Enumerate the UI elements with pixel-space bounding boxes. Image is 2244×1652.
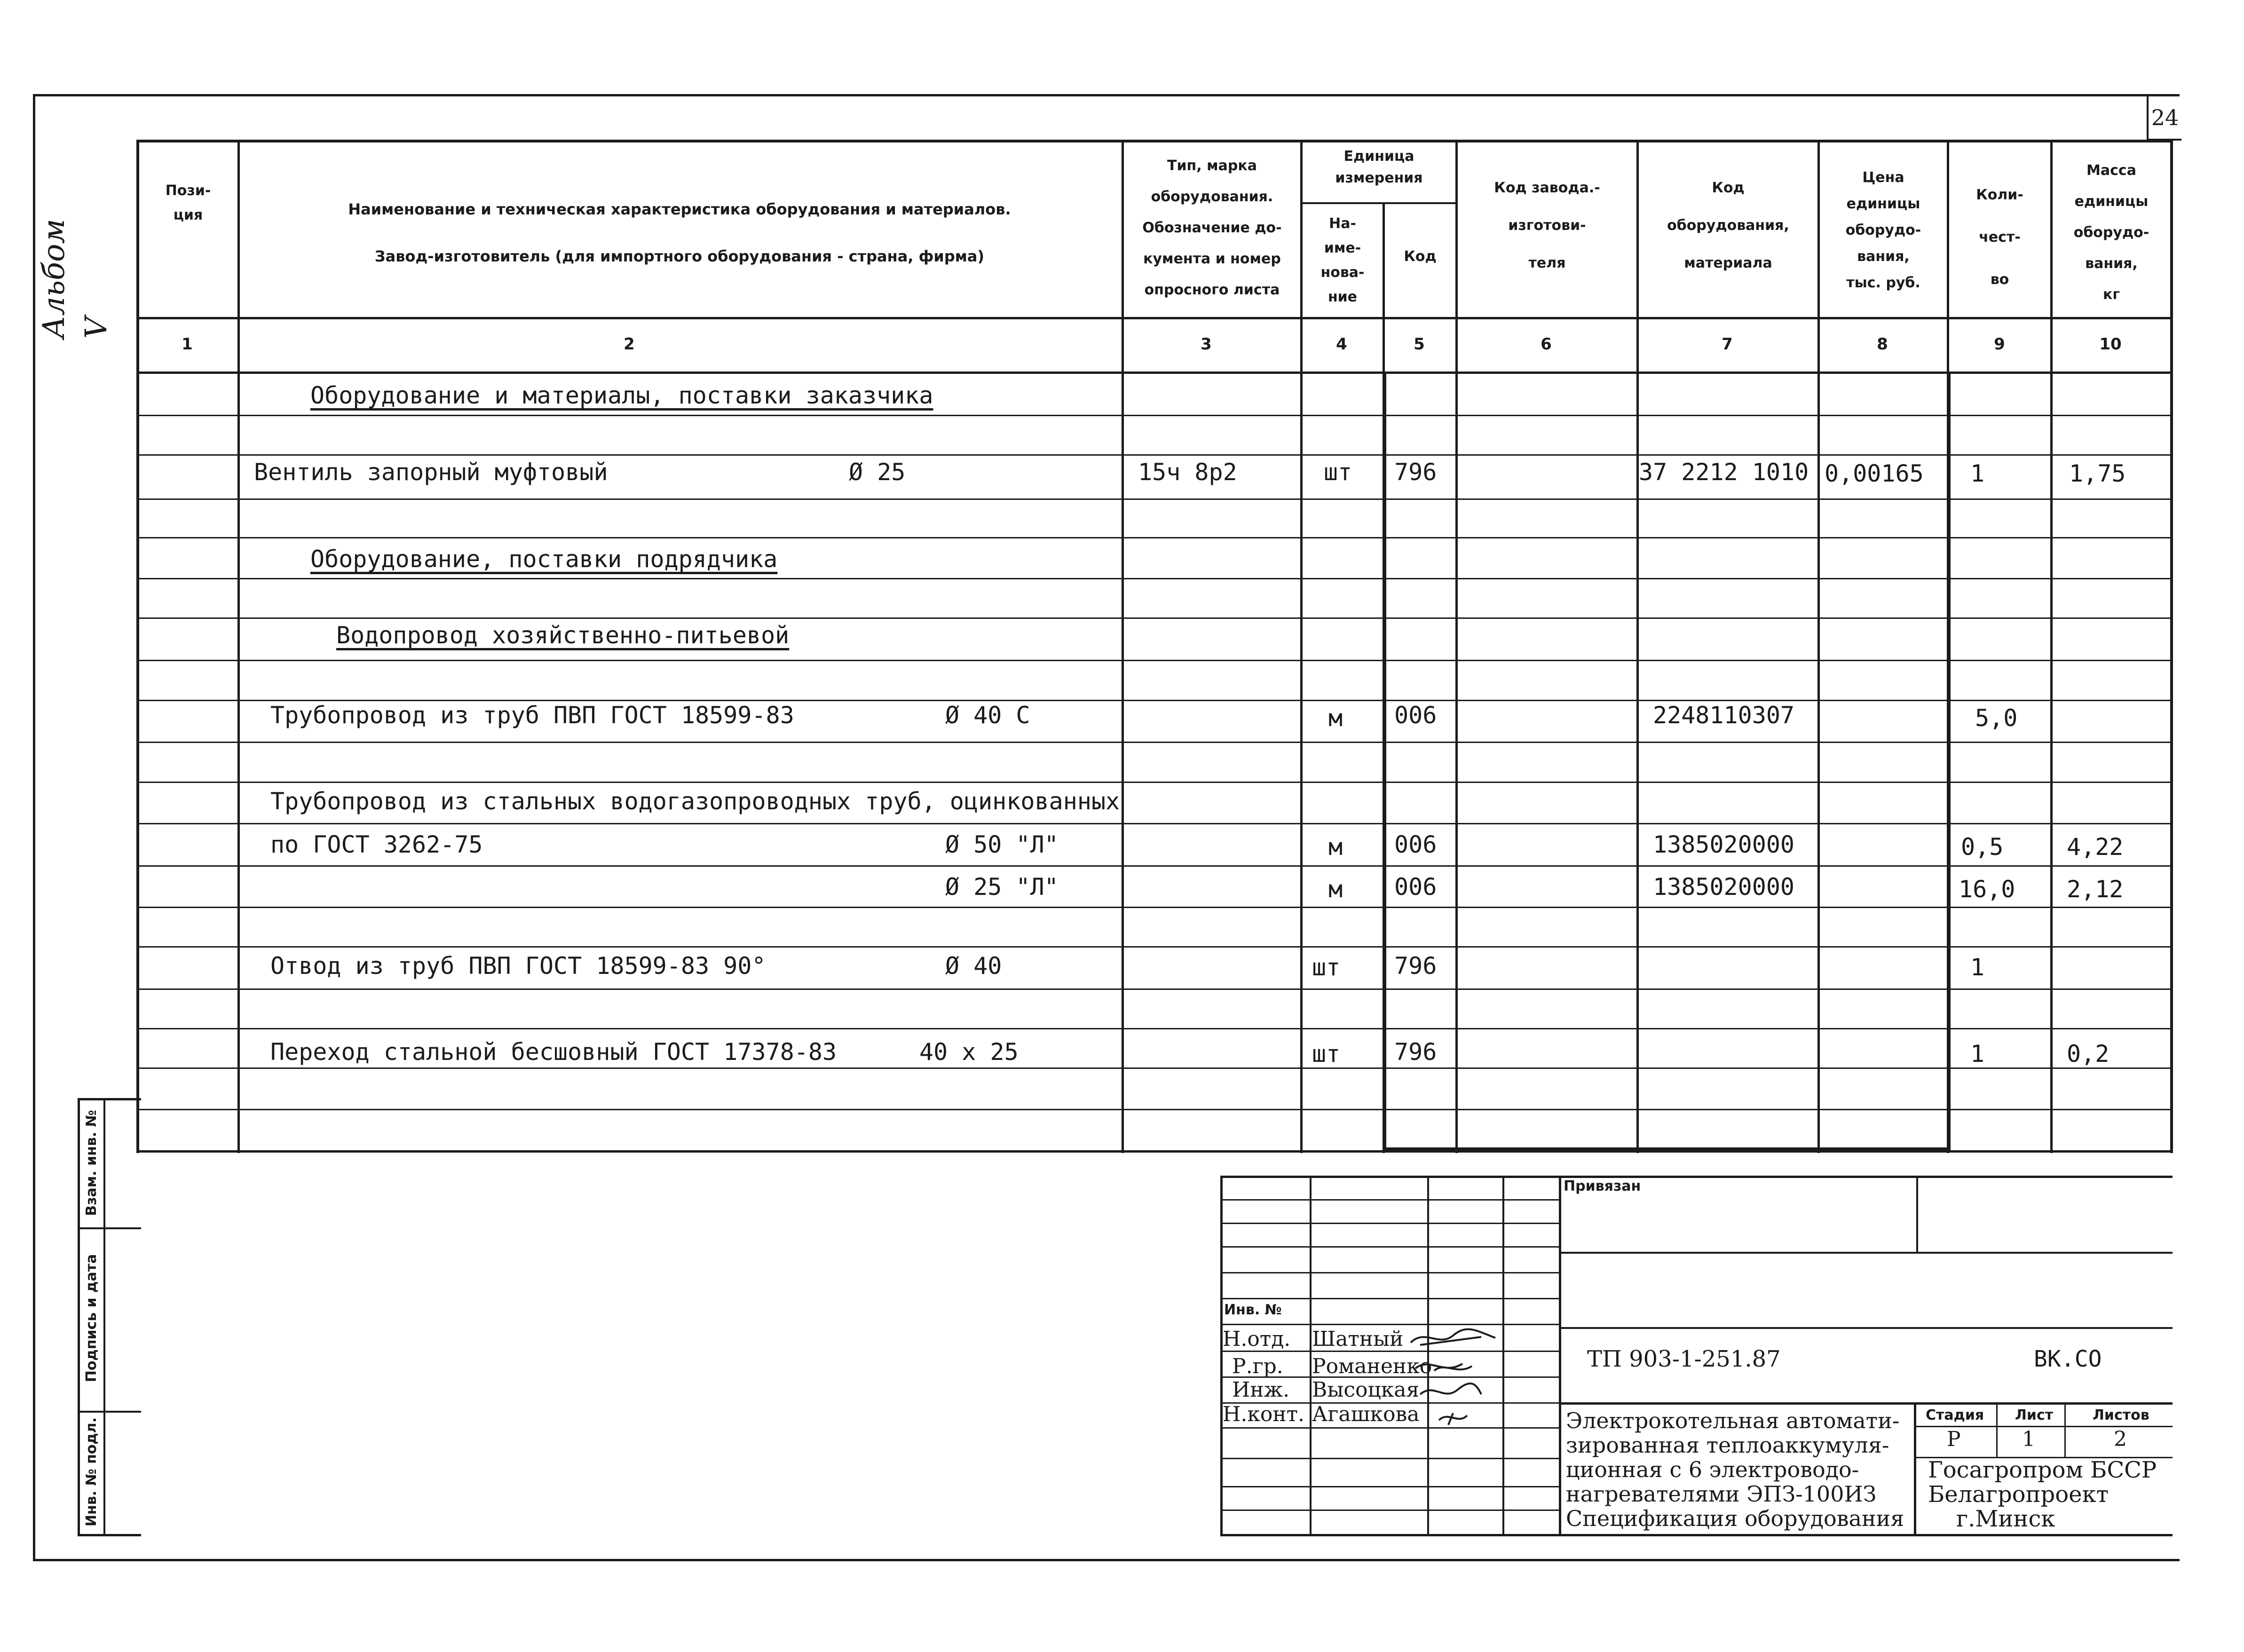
album-mark: Альбом V — [37, 219, 114, 339]
header-mass: Масса единицы оборудо- вания, кг — [2073, 162, 2149, 303]
section-title: Оборудование, поставки подрядчика — [310, 545, 778, 573]
vzam-inv-label: Взам. инв. № — [83, 1110, 100, 1216]
role-inzh: Инж. — [1232, 1378, 1290, 1402]
sheets-value: 2 — [2114, 1427, 2127, 1451]
col-number-6: 6 — [1541, 335, 1552, 354]
doc-mark: ВК.СО — [2034, 1346, 2102, 1372]
privyazan-label: Привязан — [1564, 1178, 1641, 1194]
name-vysotskaya: Высоцкая — [1312, 1378, 1420, 1402]
header-price: Цена единицы оборудо- вания, тыс. руб. — [1845, 169, 1921, 291]
col-number-7: 7 — [1722, 335, 1733, 354]
col-number-1: 1 — [182, 335, 193, 354]
doc-code: ТП 903-1-251.87 — [1587, 1346, 1781, 1372]
table-row: Трубопровод из стальных водогазопроводных труб, оцинкованных — [270, 788, 1120, 815]
section-title: Водопровод хозяйственно-питьевой — [336, 622, 790, 649]
header-unit: Единица измерения — [1335, 148, 1423, 186]
col-number-3: 3 — [1201, 335, 1212, 354]
header-unit-name: На- име- нова- ние — [1320, 215, 1365, 305]
name-romanenko: Романенко — [1312, 1354, 1432, 1378]
col-number-2: 2 — [624, 335, 635, 354]
sheet-value: 1 — [2022, 1427, 2035, 1451]
page-number: 24 — [2151, 105, 2179, 130]
col-number-9: 9 — [1994, 335, 2005, 354]
header-type: Тип, марка оборудования. Обозначение до- кумента и номер опросного листа — [1142, 158, 1282, 298]
col-number-8: 8 — [1877, 335, 1888, 354]
header-plant-code: Код завода.- изготови- теля — [1494, 180, 1600, 271]
role-n-otd: Н.отд. — [1223, 1327, 1291, 1351]
role-n-kont: Н.конт. — [1223, 1402, 1305, 1426]
role-r-gr: Р.гр. — [1232, 1354, 1283, 1378]
sheet-label: Лист — [2015, 1407, 2054, 1423]
doc-description: Электрокотельная автомати- зированная теплоаккумуля- ционная с 6 электроводо- нагревателями ЭПЗ-100ИЗ Спецификация оборудования — [1566, 1408, 1904, 1531]
stage-label: Стадия — [1926, 1407, 1984, 1423]
inv-no-label: Инв. № — [1224, 1302, 1282, 1318]
signature-date-label: Подпись и дата — [83, 1254, 100, 1383]
sheet-frame — [33, 94, 2180, 1561]
header-name: Наименование и техническая характеристика оборудования и материалов. Завод-изготовитель (для импортного оборудования - страна, фирма) — [348, 200, 1011, 265]
name-shatny: Шатный — [1312, 1327, 1404, 1351]
page-number-box — [2147, 96, 2181, 141]
header-quantity: Коли- чест- во — [1976, 187, 2023, 288]
header-pos: Пози- ция — [165, 182, 211, 223]
section-title: Оборудование и материалы, поставки заказчика — [310, 382, 933, 409]
organization: Госагропром БССР Белагропроект г.Минск — [1928, 1457, 2157, 1532]
signature-scribbles — [1406, 1324, 1524, 1432]
sheets-label: Листов — [2093, 1407, 2149, 1423]
header-equipment-code: Код оборудования, материала — [1667, 180, 1789, 271]
inv-podl-label: Инв. № подл. — [83, 1417, 100, 1527]
col-number-4: 4 — [1336, 335, 1347, 354]
col-number-5: 5 — [1414, 335, 1425, 354]
header-unit-code: Код — [1404, 248, 1437, 265]
col-number-10: 10 — [2099, 335, 2122, 354]
name-agashkova: Агашкова — [1312, 1402, 1420, 1426]
stage-value: Р — [1947, 1427, 1961, 1451]
